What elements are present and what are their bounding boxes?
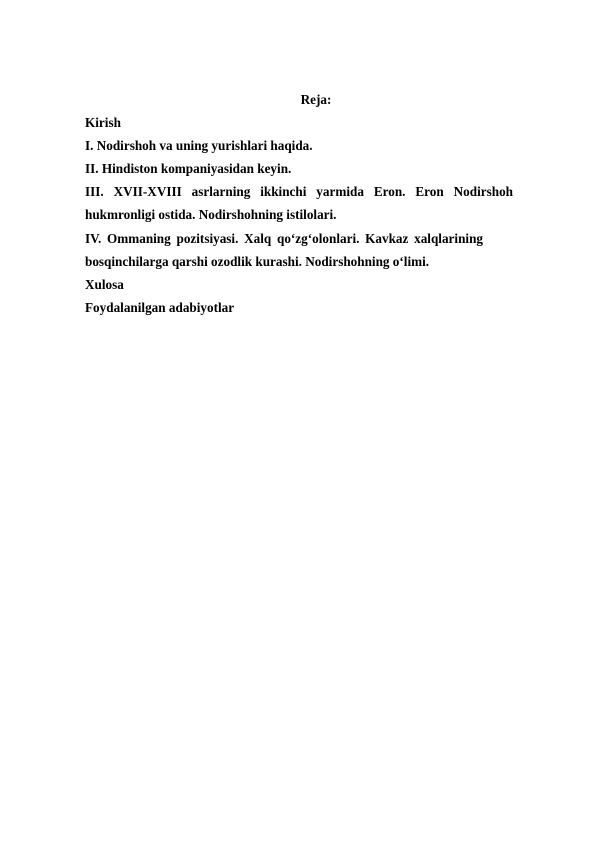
- plan-item-3: [85, 180, 513, 226]
- plan-item-2: II. Hindiston kompaniyasidan keyin.: [85, 161, 292, 177]
- plan-item-3-line-2: hukmronligi ostida. Nodirshohning istilolari.: [85, 207, 337, 223]
- plan-item-conclusion: Xulosa: [85, 276, 124, 292]
- plan-item-1: I. Nodirshoh va uning yurishlari haqida.: [85, 138, 313, 154]
- plan-item-4-line-2: bosqinchilarga qarshi ozodlik kurashi. Nodirshohning o‘limi.: [85, 253, 430, 269]
- plan-item-3-line-1: III. XVII-XVIII asrlarning ikkinchi yarmida Eron. Eron Nodirshoh: [85, 184, 513, 200]
- plan-item-intro: Kirish: [85, 115, 121, 131]
- plan-item-4: [85, 227, 513, 273]
- plan-item-4-line-1: IV. Ommaning pozitsiyasi. Xalq qo‘zg‘olonlari. Kavkaz xalqlarining: [85, 230, 483, 246]
- plan-title: Reja:: [300, 92, 332, 107]
- plan-content: [85, 88, 513, 319]
- plan-item-references: Foydalanilgan adabiyotlar: [85, 299, 235, 315]
